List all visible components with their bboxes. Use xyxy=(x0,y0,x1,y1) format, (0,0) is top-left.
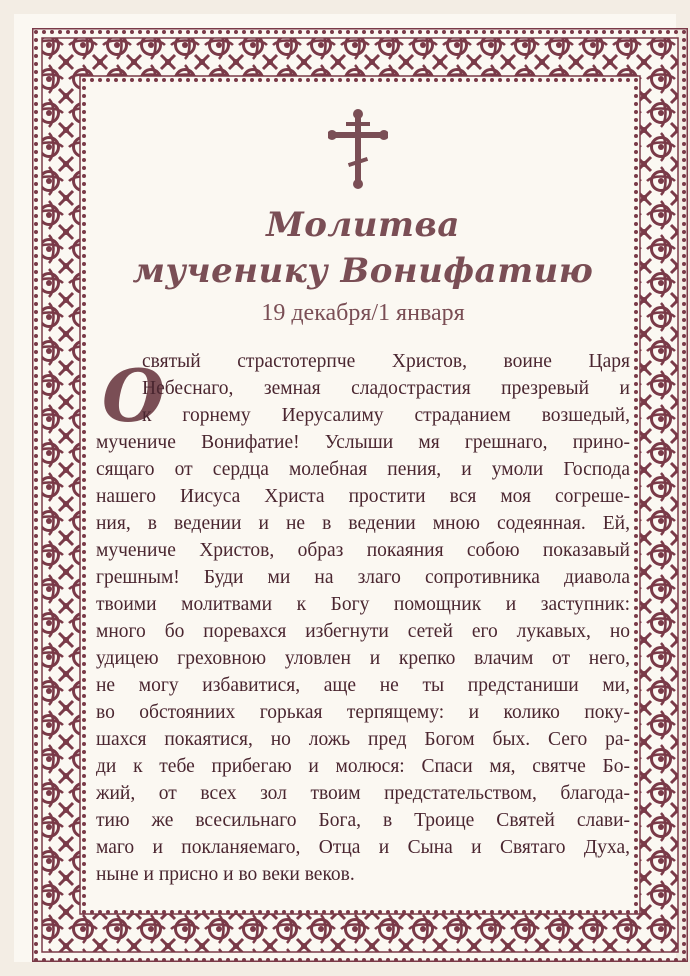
prayer-line: святый страстотерпче Христов, воине Царя xyxy=(142,351,630,372)
prayer-line: удицею греховною уловлен и крепко влачим от него, xyxy=(96,648,630,669)
prayer-line: грешным! Буди ми на злаго сопротивника диавола xyxy=(96,567,630,588)
drop-cap: О xyxy=(102,353,165,438)
orthodox-cross-icon xyxy=(328,106,388,190)
prayer-line: нашего Иисуса Христа простити вся моя согреше- xyxy=(96,486,630,507)
prayer-line: шахся покаятися, но ложь пред Богом бых. Сего ра- xyxy=(96,729,630,750)
page-title xyxy=(96,202,630,294)
prayer-line: маго и покланяемаго, Отца и Сына и Святаго Духа, xyxy=(96,837,630,858)
prayer-card xyxy=(14,14,676,962)
prayer-line: ния, в ведении и не в ведении мною содеянная. Ей, xyxy=(96,513,630,534)
prayer-line: жий, от всех зол твоим предстательством, благода- xyxy=(96,783,630,804)
prayer-line: тию же всесильнаго Бога, в Троице Святей слави- xyxy=(96,810,630,831)
prayer-line: сящаго от сердца молебная пения, и умоли Господа xyxy=(96,459,630,480)
title-line: Молитва xyxy=(266,205,460,245)
prayer-line: не могу избавитися, аще не ты предстаниши ми, xyxy=(96,675,630,696)
prayer-line: мучениче Вонифатие! Услыши мя грешнаго, прино- xyxy=(96,432,630,453)
title-line: мученику Вонифатию xyxy=(132,251,594,291)
prayer-line: во обстояниих горькая терпящему: и колико поку- xyxy=(96,702,630,723)
prayer-line: много бо поревахся избегнути сетей его лукавых, но xyxy=(96,621,630,642)
prayer-content xyxy=(96,102,630,924)
prayer-line: твоими молитвами к Богу помощник и заступник: xyxy=(96,594,630,615)
prayer-line: Небеснаго, земная сладострастия презревый и xyxy=(142,378,630,399)
feast-date: 19 декабря/1 января xyxy=(261,300,465,326)
prayer-line: к горнему Иерусалиму страданием возшедый, xyxy=(142,405,630,426)
prayer-line: ди к тебе прибегаю и молюся: Спаси мя, святче Бо- xyxy=(96,756,630,777)
prayer-line: ныне и присно и во веки веков. xyxy=(96,864,355,885)
prayer-line: мучениче Христов, образ покаяния собою показавый xyxy=(96,540,630,561)
